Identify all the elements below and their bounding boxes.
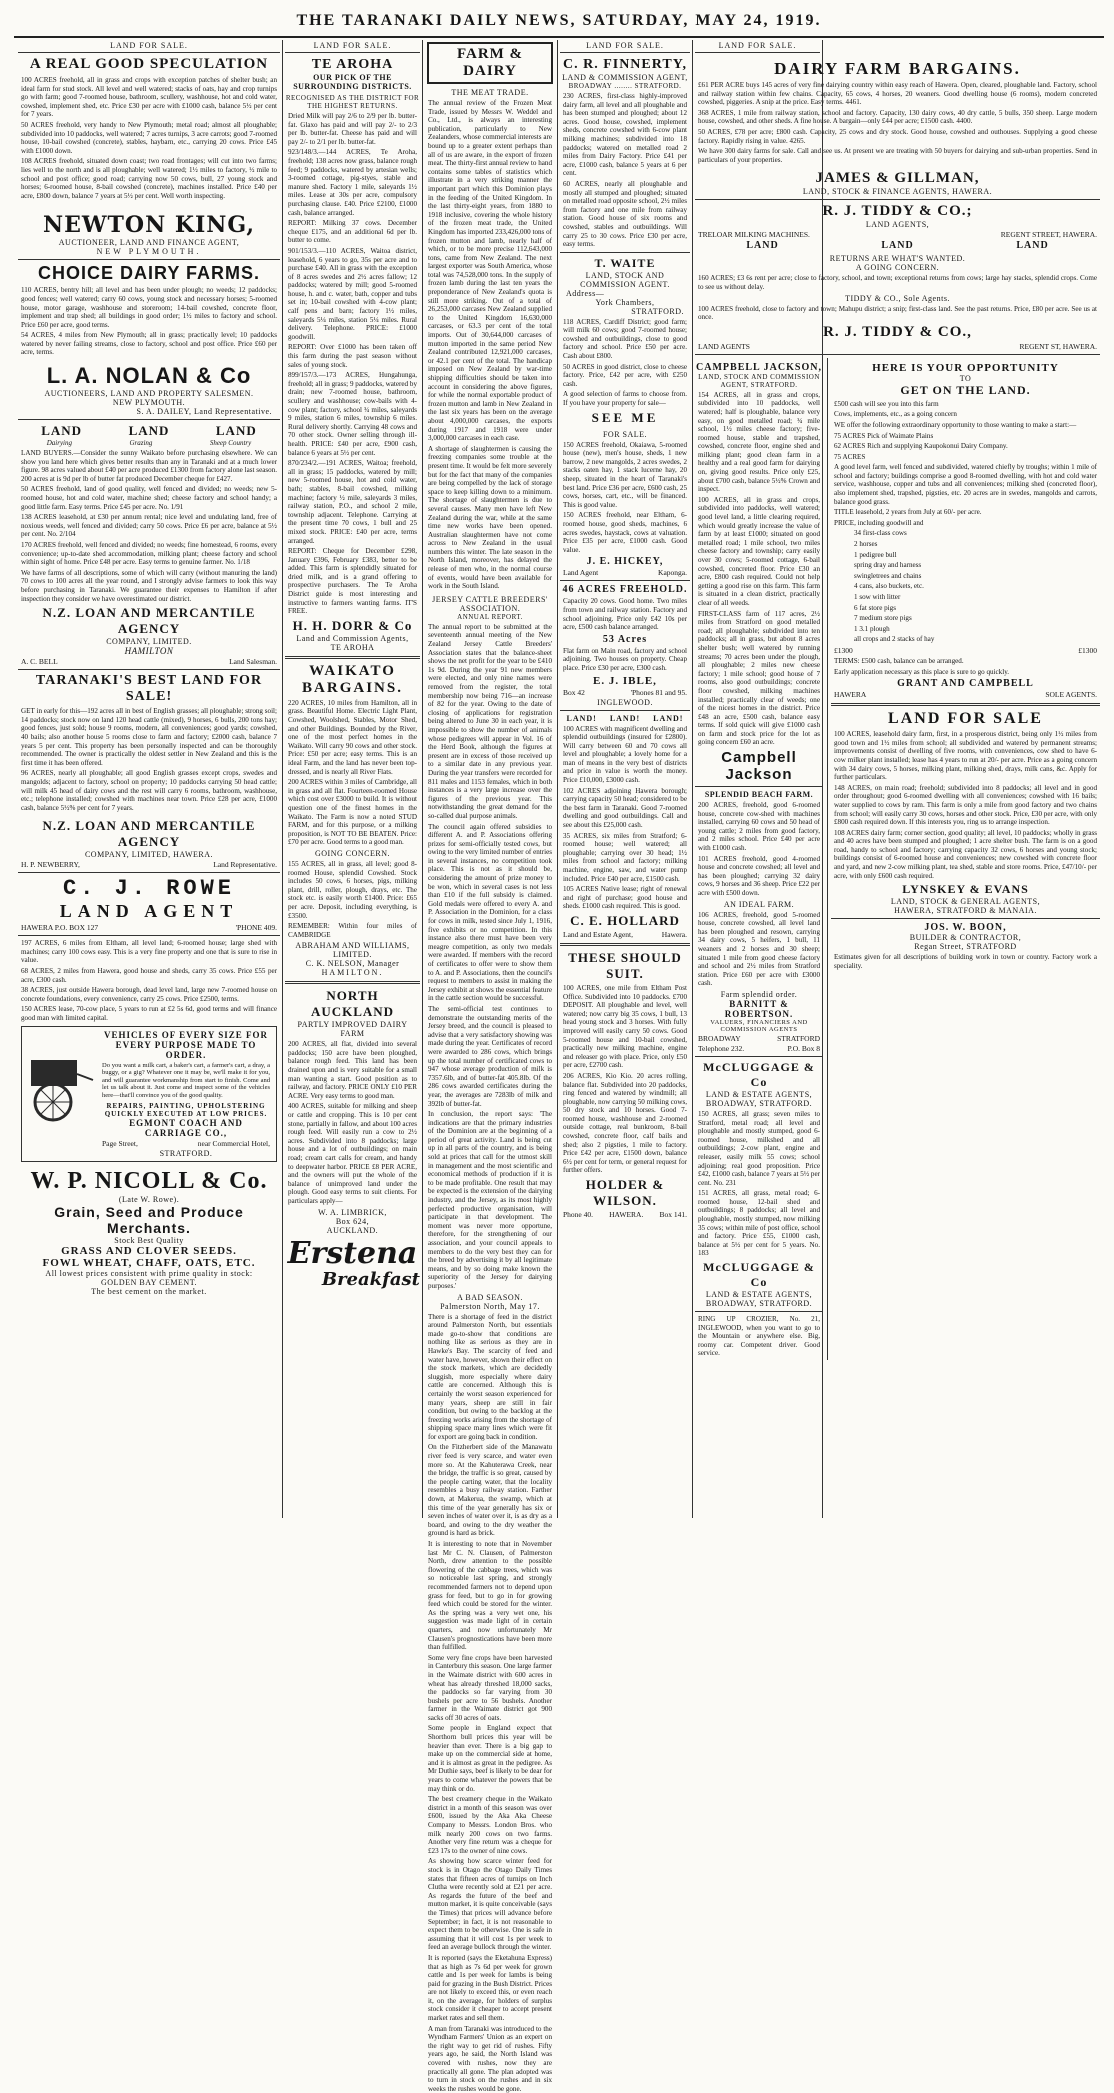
headline: A REAL GOOD SPECULATION — [29, 56, 269, 72]
ad-text: Dried Milk will pay 2/6 to 2/9 per lb. butter-fat. Glaxo has paid and will pay 2/- to 2/3 per lb. butter-fat. Cheese has paid and will pay 2/- to 2/1 per lb. butter-fat. — [288, 112, 417, 146]
agent-rep: A. C. BELL — [21, 657, 58, 667]
agent-town: TE AROHA — [330, 642, 375, 652]
article-subtitle: ANNUAL REPORT. — [457, 612, 523, 621]
agent-town: NEW PLYMOUTH. — [112, 398, 186, 408]
sole-agents: TIDDY & CO., Sole Agents. — [845, 293, 950, 303]
agent-town: BROADWAY ........ STRATFORD. — [568, 82, 682, 90]
sub-column-5a — [695, 358, 823, 1360]
agent-title: AUCTIONEERS, LAND AND PROPERTY SALESMEN. — [44, 389, 254, 399]
address: York Chambers, — [595, 297, 655, 307]
ad-text: 901/153/3.—110 ACRES, Waitoa district, leasehold, 6 years to go, 35s per acre and to purchase £40. All in grass with the exception of 8 acres swedes and 2½ acres fallow; 12 paddocks; watered by mill; good 5-roomed house, h. and c. water, bath, copper and tubs set in; 10-bail cowshed with 4-cow plant; calf pens and barn; factory 1½ miles, saleyards 5¼ miles, station 5¼ miles. Rural delivery. Telephone. PRICE: £1000 goodwill. — [288, 246, 417, 341]
headline: Grain, Seed and Produce Merchants. — [54, 1203, 244, 1236]
article-title: THE MEAT TRADE. — [451, 88, 529, 97]
ad-text: 101 ACRES freehold, good 4-roomed house and concrete cowshed; all level and has been ploughed; carrying 32 dairy cows, 9 horses and 36 sheep. Price £22 per acre with £500 down. — [698, 854, 820, 897]
headline: CHOICE DAIRY FARMS. — [37, 263, 261, 284]
ad-text: 60 ACRES, nearly all ploughable and mostly all stumped and ploughed; situated on metalled road opposite school, 2½ miles from factory and one mile from railway station. Good house of six rooms and cowshed, stables and outbuildings. Will carry 25 to 30 cows. Price £30 per acre, easy terms. — [563, 179, 687, 249]
ad-text: TITLE leasehold, 2 years from July at 60/- per acre. — [834, 508, 982, 517]
ad-text: REPORT: Cheque for December £298, January £396, February £383, better to be added. This farm is splendidly situated for dried milk, and is a grand offering to prospective purchasers. The Te Aroha District guide is most interesting and instructive to farmers wanting farms. IT'S FREE. — [288, 547, 417, 616]
ad-text: 118 ACRES, Cardiff District; good farm; will milk 60 cows; good 7-roomed house; cowshed and outbuildings, close to good factory and school. Price £50 per acre. Cash about £800. — [563, 317, 687, 361]
agent-name: GRANT AND CAMPBELL — [897, 678, 1034, 690]
agent-town: Kaponga. — [658, 568, 687, 578]
ad-text: We have farms of all descriptions, some of which will carry (without manuring the land) 70 cows to 100 acres all the year round, and I strongly advise farmers to look this way before purchasing in Taranaki. We guarantee their expenses to Hamilton if after inspection they consider we have overestimated our district. — [21, 568, 277, 603]
ad-text: A good selection of farms to choose from. If you have your property for sale— — [563, 390, 687, 408]
ad-text: 899/157/3.—173 ACRES, Hungahunga, freehold; all in grass; 9 paddocks, watered by drain; new 7-roomed house, bathroom, scullery and washhouse; cow-bails with 4-cow plant; factory, school ¾ miles, saleyards 9 miles, station 6 miles, township 6 miles. Rural delivery shortly. Carrying 48 cows and 70 other stock. Owner selling through ill-health. PRICE: £40 per acre, £900 cash, balance 6 years at 5½ per cent. — [288, 371, 417, 457]
subheadline: RECOGNISED AS THE DISTRICT FOR THE HIGHEST RETURNS. — [285, 94, 420, 110]
list-item: 1 pedigree bull — [854, 550, 897, 559]
agent-town: BROADWAY, STRATFORD. — [705, 1299, 813, 1309]
ad-text: 75 ACRES Pick of Waimate Plains — [834, 431, 934, 440]
subheadline: RETURNS ARE WHAT'S WANTED. — [829, 254, 966, 264]
headline: WAIKATO BARGAINS. — [302, 662, 403, 696]
ad-text: 100 ACRES, all in grass and crops, subdivided into paddocks, well watered; good level land, a little clearing required, which would greatly increase the value of farm by at least £1000; situated on good metalled road; 1 mile school, two miles cheese factory and township; carry easily over 30 cows; 5-roomed cottage, 6-bail cowshed, concreted floor. Price £30 an acre, £800 cash required. Could not help getting a good rise on this farm. This farm is situated in a clean district, practically clear of all weeds. — [698, 495, 820, 607]
agent-name: W. A. LIMBRICK, — [318, 1207, 387, 1217]
ad-text: 138 ACRES leasehold, at £30 per annum rental; nice level and undulating land, free of noxious weeds, well fenced and divided; carry 50 cows. Price £6 per acre, balance at 5½ per cent. No. 2/104 — [21, 513, 277, 539]
address: Regan Street, STRATFORD — [914, 942, 1017, 952]
ad-text: REPORT: Milking 37 cows. December cheque £175, and an additional 6d per lb. butter to come. — [288, 219, 417, 245]
article-text: Some very fine crops have been harvested in Canterbury this season. One large farmer in the Waimate district with 600 acres in wheat has already threshed 18,000 sacks, the paddocks so far varying from 30 bushels per acre to 56 bushels. Another farmer in the Waimate district got 900 sacks off 30 acres of oats. — [428, 1653, 552, 1722]
column-4 — [560, 40, 690, 1518]
ad-text: 110 ACRES, bentry hill; all level and has been under plough; no weeds; 12 paddocks; good fences; well watered; carry 60 cows, young stock and necessary horses; 5-roomed house, motor garage, washhouse and storeroom; 14-bail cowshed, concrete floor, implement and trap shed; all buildings in good order; 1½ miles to factory and school. Price £60 per acre, good terms. — [21, 286, 277, 329]
price: £1300 — [1078, 645, 1097, 655]
agent-rep-title: Land Salesman. — [229, 657, 277, 667]
phone-number: Telephone 232. — [698, 1043, 745, 1053]
headline: 53 Acres — [602, 633, 648, 645]
agent-title: LAND & ESTATE AGENTS, — [705, 1290, 813, 1300]
agent-name: R. J. TIDDY & CO.; — [822, 203, 973, 220]
ad-text: GOLDEN BAY CEMENT. — [100, 1277, 198, 1287]
ad-text: 150 ACRES freehold, near Eltham, 6-roomed house, good sheds, machines, 6 acres swedes, haystack, cows at valuation. Price £35 per acre, £1000 cash. Good value. — [563, 511, 687, 554]
phone-number: Phone 40. — [563, 1210, 593, 1220]
headline: SEE ME — [591, 409, 659, 425]
ad-text: Cows, implements, etc., as a going concern — [834, 410, 957, 419]
subheadline: SPLENDID BEACH FARM. — [704, 790, 814, 800]
ad-text: 106 ACRES, freehold, good 5-roomed house, concrete cowshed, all level land has been ploughed and resown, carrying 34 dairy cows, 5 heifers, 1 bull, 11 weaners and 2 horses and 30 sheep; situated 1 mile from good cheese factory and school and 2½ miles from Stratford station. Price £60 per acre with £3000 cash. — [698, 910, 820, 988]
ad-text: 150 ACRES lease, 70-cow place, 5 years to run at £2 5s 6d, good terms and will finance good man with limited capital. — [21, 1005, 277, 1023]
agent-name: J. E. HICKEY, — [586, 556, 664, 568]
ad-text: A good level farm, well fenced and subdivided, watered chiefly by troughs; within 1 mile of school and factory; buildings comprise a good 8-roomed dwelling, with hot and cold water service, washhouse, copper and tubs and all conveniences; milking shed (concreted floor), also implement shed, trapshed, pigsties, etc. 20 acres are in swedes, mangolds and carrots, balance good grass. — [834, 463, 1097, 506]
agent-rep: C. K. NELSON, Manager — [305, 959, 400, 969]
subheadline: A GOING CONCERN. — [855, 263, 940, 273]
column-3 — [425, 40, 555, 2093]
article-title: A BAD SEASON. — [457, 1292, 523, 1302]
agent-title: Land and Estate Agent, — [563, 929, 633, 939]
address: REGENT ST, HAWERA. — [1019, 341, 1097, 351]
ad-text: 50 ACRES freehold, very handy to New Plymouth; metal road; almost all ploughable; subdivided into 10 paddocks, well watered; 7 acres turnips, 3 acre carrots; good 7-roomed house, 10-bail cowshed (concrete), stables, haybarn, etc., carrying 20 cows. Price £45 with £1000 down. — [21, 120, 277, 155]
headline: GET ON THE LAND. — [900, 382, 1031, 397]
ad-text: 54 ACRES, 4 miles from New Plymouth; all in grass; practically level; 10 paddocks watered by never failing streams, close to factory, school and post office. Price £60 per acre, terms. — [21, 331, 277, 357]
ad-text: 100 ACRES freehold, close to factory and town; Mahupu district; a snip; first-class land. See the past returns. Price, £80 per acre. See us at once. — [698, 304, 1097, 322]
po-box: P.O. Box 8 — [787, 1043, 820, 1053]
ad-text: 75 ACRES — [834, 452, 866, 461]
agent-name: Campbell Jackson — [721, 749, 797, 784]
ad-text: Capacity 20 cows. Good home. Two miles from town and railway station. Factory and school adjoining. Price only £42 10s per acre, £500 cash balance arranged. — [563, 597, 687, 632]
headline: 46 ACRES FREEHOLD. — [562, 584, 688, 596]
agent-town: AUCKLAND. — [326, 1225, 379, 1235]
po-box: Box 141. — [659, 1210, 687, 1220]
ad-text: The best cement on the market. — [91, 1286, 207, 1296]
ad-text: FOWL WHEAT, CHAFF, OATS, ETC. — [42, 1256, 256, 1269]
ad-text: Do you want a milk cart, a baker's cart, a farmer's cart, a dray, a buggy, or a gig? Whatever one it may be, we'll make it for you, and will guarantee workmanship from start to finish. Come and let us talk about it. Just come and inspect some of the vehicles here—that'll convince you of the good quality. — [102, 1061, 270, 1099]
list-item: 1 sow with litter — [854, 593, 901, 601]
column-2 — [285, 40, 420, 1518]
land-heading: LAND! LAND! LAND! — [566, 713, 684, 723]
agent-name: W. P. NICOLL & Co. — [30, 1167, 268, 1194]
list-item: 4 cans, also buckets, etc. — [854, 582, 924, 591]
land-heading: LAND LAND LAND — [746, 240, 1049, 252]
po-box: Box 42 — [563, 687, 585, 697]
list-item: spring dray and harness — [854, 561, 922, 570]
agent-name: C. J. ROWE — [62, 876, 236, 902]
ad-text: 38 ACRES, just outside Hawera borough, dead level land, large new 7-roomed house on concrete foundations, every convenience, carry 25 cows. Price £2500, terms. — [21, 986, 277, 1003]
po-box: HAWERA P.O. BOX 127 — [21, 923, 99, 933]
agent-town: STRATFORD. — [159, 1148, 213, 1158]
agent-title: AUCTIONEER, LAND AND FINANCE AGENT, — [58, 238, 240, 248]
headline: NORTH AUCKLAND — [310, 988, 395, 1020]
headline: TARANAKI'S BEST LAND FOR SALE! — [35, 673, 263, 705]
agent-name: N.Z. LOAN AND MERCANTILE AGENCY — [42, 818, 256, 850]
agent-town: HAWERA, STRATFORD & MANAIA. — [894, 906, 1037, 916]
ad-text: Flat farm on Main road, factory and school adjoining. Two houses on property. Cheap place. Price £30 per acre, £300 cash. — [563, 646, 687, 672]
ad-text: 50 ACRES freehold, land of good quality, well fenced and divided; no weeds; new 5-roomed house, hot and cold water, machine shed; cheese factory and school handy; a good little farm. Easy terms. Price £45 per acre. No. 1/91 — [21, 485, 277, 511]
agent-town: INGLEWOOD. — [597, 697, 653, 707]
agent-title: LAND, STOCK AND COMMISSION AGENT, STRATFORD. — [698, 372, 820, 389]
article-text: It is reported (says the Eketahuna Express) that as high as 7s 6d per week for grown cattle and 1s per week for lambs is being paid for grazing in the Bush District. Prices are not likely to exceed this, or even reach it, on the average, for holders of surplus stock consider it cheaper to accept present market rates and sell them. — [428, 1953, 552, 2023]
agent-town: BROADWAY, STRATFORD. — [705, 1098, 813, 1108]
list-item: 6 fat store pigs — [854, 603, 896, 612]
subheadline: PARTLY IMPROVED DAIRY FARM — [297, 1020, 408, 1039]
sub-column-5b — [827, 358, 1100, 1360]
agent-town: HAMILTON — [124, 646, 174, 657]
subheadline: AN IDEAL FARM. — [723, 899, 795, 909]
ad-text: 62 ACRES Rich and supplying Kaupokonui Dairy Company. — [834, 442, 1008, 451]
agent-name: McCLUGGAGE & Co — [703, 1260, 815, 1290]
ad-text: 400 ACRES, suitable for milking and sheep or cattle and cropping. This is 10 per cent stone, partially in fallow, and about 100 acres rough feed. Will easily run a cow to 2½ acres. Subdivided into 8 paddocks; large house and a lot of outbuildings; on main road; cream cart calls for cream, and handy to deepwater harbor. PRICE £8 PER ACRE, and the owners will put the whole of the balance of unimproved land under the plough. Good easy terms to suit clients. For particulars apply— — [288, 1102, 417, 1205]
article-text: The council again offered subsidies to different A. and P. Associations offering prizes for semi-officially tested cows, but owing to the very limited number of entries in several instances, no competition took place. This is not as it should be, considering the amount of prize money to be won, which in several cases is not less than £10 if the full subsidy is claimed. Gold medals were offered to every A. and P. Association in the Dominion, for a class for cows in milk, tested since July 1, 1916, five exhibits or no competition. In this instance also there must have been very meagre competition, as only two medals were awarded. If members with the record of certificates to offer were to show them to A. and P. Associations, then the council's request to members to assist in making the Jersey exhibit at shows the essential feature in the cattle section would be successful. — [428, 822, 552, 1003]
headline: THESE SHOULD SUIT. — [568, 949, 682, 981]
ad-text: 100 ACRES freehold, all in grass and crops with exception patches of shelter bush; an ideal farm for stud stock. All level and well watered; stacks of oats, hay and crop turnips go with farm; good 7-roomed house, bathroom, scullery, washhouse, hot and cold water, cowshed, implement shed, etc. Price £30 per acre with £1000 cash, balance 5½ per cent for 7 years. — [21, 76, 277, 119]
agent-name: JOS. W. BOON, — [924, 922, 1007, 934]
article-text: The annual review of the Frozen Meat Trade, issued by Messrs W. Weddel and Co., Ltd., is always an interesting publication, particularly to New Zealanders, whose commercial interests are bound up to a greater extent perhaps than all of us are aware, in the export of frozen meat. The thirty-first annual review to hand contains some tables of statistics which illustrate in a very striking manner the important part which this Dominion plays in the feeding of the United Kingdom. In the last thirty-eight years, from 1880 to 1918 inclusive, covering the whole history of the frozen meat trade, the United Kingdom has imported 233,426,000 tons of frozen mutton and lamb, nearly half of which, or to be more precise 112,643,000 tons, came from New Zealand. The next largest exporter was South America, whose total was 74,528,000 tons. In the supply of frozen lamb during the last ten years the preponderance of New Zealand's quota is still more striking. Out of a total of 26,253,000 carcases New Zealand supplied to the United Kingdom 16,630,000 carcases, or 63.3 per cent of the total imports. Out of 30,644,000 carcases of mutton imported in the same period New Zealand contributed 12,921,000 carcases, or 42.1 per cent of the total. The handicap imposed on New Zealand by war-time shipping difficulties should be taken into account in considering the above figures, for while the normal exportable product of frozen mutton and lamb in New Zealand in the last six years has been on the average about 4,000,000 carcases, the exports during 1917 and 1918 were under 3,000,000 carcases in each case. — [428, 99, 552, 443]
agent-title: LAND, STOCK AND COMMISSION AGENT. — [580, 270, 670, 289]
ad-text: 230 ACRES, first-class highly-improved dairy farm, all level and all ploughable and has been stumped and ploughed; about 12 acres. Good house, cowshed, implement sheds, concrete cowshed with 6-cow plant milking machines; subdivided into 18 paddocks; watered on metalled road 2 miles from Dairy Factory. Price £41 per acre, £1000 cash, balance 5 years at 6 per cent. — [563, 92, 687, 178]
agent-name: NEWTON KING, — [42, 212, 256, 239]
ad-text: 35 ACRES, six miles from Stratford; 6-roomed house; well watered; all ploughable; carrying over 30 head; 1½ miles from school and factory; milking machine, engine, saw, and water pump included. Price £40 per acre, £1500 cash. — [563, 831, 687, 883]
agent-title: LAND, STOCK & GENERAL AGENTS, — [890, 897, 1041, 907]
ad-text: 923/148/3.—144 ACRES, Te Aroha, freehold; 138 acres now grass, balance rough feed; 9 paddocks, watered by artesian wells; 3-roomed cottage, pig-styes, stable and manure shed. Factory 1 mile, saleyards 1½ miles. Lease at 30s per acre, compulsory purchasing clause. £40. Price £2100, £1000 cash, balance arranged. — [288, 148, 417, 217]
agent-town: HAMILTON. — [321, 968, 384, 978]
agent-name: N.Z. LOAN AND MERCANTILE AGENCY — [42, 605, 256, 637]
ad-text: 150 ACRES freehold, Okaiawa, 5-roomed house (new), men's house, sheds, 1 new barrow, 2 new mangolds, 2 acres swedes, 2 stacks oaten hay, 1 stack lucerne hay, 20 sheep, situated in the heart of Taranaki's best land. Price £36 per acre, £600 cash, 25 cows, horses, cart, etc., will be financed. This is good value. — [563, 440, 687, 509]
ad-text: GET in early for this—192 acres all in best of English grasses; all ploughable; strong soil; 14 paddocks; stock now on land 120 head cattle (mixed), 9 horses, 6 bulls, 200 tons hay; good fences, just sold; house 9 rooms, modern, all conveniences; good yards; cowshed, 40 bails; also another house 5 rooms close to farm and factory; £2000 cash, balance 7 years 5 per cent. This property has been personally inspected and can be thoroughly recommended. The owner is practically the oldest settler in New Zealand and this is the first time it has been offered. — [21, 707, 277, 767]
ad-text: 155 ACRES, all in grass, all level; good 8-roomed House, splendid Cowshed. Stock includes 50 cows, 6 horses, pigs, milking plant, drill, roller, plough, drays, etc. The stock etc. is easily worth £1400. Price: £65 per acre. Deposit, including everything, is £3500. — [288, 859, 417, 920]
agent-name: CAMPBELL JACKSON, — [696, 361, 822, 373]
agent-name: L. A. NOLAN & Co — [46, 363, 252, 389]
agent-title: LAND, STOCK & FINANCE AGENTS, HAWERA. — [802, 187, 993, 197]
agent-title: Land and Commission Agents, — [296, 633, 409, 643]
ad-text: £500 cash will see you into this farm — [834, 399, 939, 408]
ad-text: TERMS: £500 cash, balance can be arranged. — [834, 656, 964, 665]
ad-text: 100 ACRES, one mile from Eltham Post Office. Subdivided into 10 paddocks. £700 DEPOSIT. All ploughable and level, well watered; now carry big 35 cows, 1 bull, 13 head young stock and 3 horses. With fully improved will easily carry 50 cows. Good 5-roomed house and 10-bail cowshed, practically new milking machine, engine and releaser go with place. Price, only £50 per acre, £2700 cash. — [563, 983, 687, 1070]
ad-text: 170 ACRES freehold, well fenced and divided; no weeds; fine homestead, 6 rooms, every convenience; up-to-date shed accommodation, milking plant; cheese factory and school within sight of home. Price £48 per acre. Easy terms to genuine farmer. No. 1/18 — [21, 541, 277, 567]
ad-text: REPORT: Over £1000 has been taken off this farm during the past season without sales of young stock. — [288, 343, 417, 369]
column-header: LAND FOR SALE. — [695, 40, 820, 53]
cart-illustration — [25, 1030, 95, 1158]
article-text: The best creamery cheque in the Waikato district in a month of this season was over £600, issued by the Aka Aka Cheese Company to Messrs. London Bros. who milk nearly 200 cows on two farms. Another very fine return was a cheque for £23 17s to the owner of nine cows. — [428, 1795, 552, 1855]
article-text: In conclusion, the report says: 'The indications are that the primary industries of the Dominion are at the beginning of a period of great activity. Land is being cut up in all parts of the country, and is being sold at prices that call for the utmost skill in management and the most scientific and economical methods of production if it is to be made profitable. One result that may be expected is the extension of the dairying industry, and the Jersey, as its most highly perfected productive organisation, will participate in that development. The moment was never more opportune, therefore, for the strengthening of our association, and your council appeals to members to do the very best they can for the breed by advertising it by all legitimate means, and by so doing make known the superiority of the Jersey for dairying purposes.' — [428, 1110, 552, 1290]
ad-text: 154 ACRES, all in grass and crops, subdivided into 10 paddocks, well watered; half is ploughable, balance very easy, on good metalled road; ¾ mile school, 1½ miles cheese factory; five-roomed house, stable and trapshed, cowshed, concrete floor, engine shed and milking plant; good clean farm in a healthy and a real good farm for dairying on, giving good results. Price only £25, about £700 cash, balance 5½% Crown and inspect. — [698, 390, 820, 494]
agent-rep: S. A. DAILEY, Land Representative. — [136, 407, 272, 417]
article-dateline: Palmerston North, May 17. — [440, 1301, 540, 1311]
ad-text: RING UP CROZIER, No. 21, INGLEWOOD, when you want to go to the Mountain or anywhere else. Big, roomy car. Competent driver. Good service. — [698, 1315, 820, 1358]
po-box: Box 624, — [335, 1216, 370, 1226]
agent-title: Land Agent — [563, 568, 599, 578]
ad-text: 200 ACRES, all flat, divided into several paddocks; 150 acre have been ploughed, balance rough feed. This land has been drained upon and is very suitable for a small man wanting a start. Good position as to railway, and factory. PRICE ONLY £10 PER ACRE. Very easy terms to good man. — [288, 1040, 417, 1100]
ad-text: 220 ACRES, 10 miles from Hamilton, all in grass. Beautiful Home. Electric Light Plant, Cowshed, Woolshed, Stables, Motor Shed, and other Buildings. Bounded by the River, one of the most perfect homes in the Waikato. Will carry 90 cows and other stock. Price: £50 per acre; easy terms. This is an ideal Farm, and the land has never been top-dressed, and is nearly all River Flats. — [288, 698, 417, 776]
agent-rep: H. P. NEWBERRY, — [21, 860, 80, 870]
ad-text: 100 ACRES, leasehold dairy farm, first, in a prosperous district, being only 1½ miles from good town and 1½ miles from school; all subdivided and watered by permanent streams; improvements consist of dwelling of five rooms, with conveniences, cow shed to have 6-cow milker plant installed; lease has 4 years to run at 20/- per acre. Price as a going concern with 34 dairy cows, 5 horses, milking plant, milking shed, drays, milk cans, &c. Apply for further particulars. — [834, 730, 1097, 782]
agent-rep-title: Land Representative. — [213, 860, 277, 870]
masthead — [14, 6, 1104, 38]
column-1 — [18, 40, 280, 1518]
agent-title: COMPANY, LIMITED. — [106, 637, 192, 647]
agent-town: HAWERA — [834, 690, 867, 700]
ad-text: 108 ACRES dairy farm; corner section, good quality; all level, 10 paddocks; wholly in grass and 40 acres have been stumped and ploughed; 1 acre shelter bush. The farm is on a good road, handy to school and factory; carrying capacity 32 cows, 6 horses and young stock; buildings consist of 6-roomed house and conveniences; new cowshed with concrete floor and yard, and new 2-cow milking plant, tea shed, stable and store rooms. Price, £47/10/- per acre, with only £600 cash required. — [834, 828, 1097, 880]
agent-title: LAND AGENT — [59, 901, 239, 922]
agent-town: STRATFORD — [777, 1033, 820, 1043]
ad-text: 151 ACRES, all grass, metal road; 6-roomed house, 12-bail shed and outbuildings; 8 paddocks; all level and ploughable, mostly stumped, now milking 35 cows; within mile of post office, school and factory. Price £55, £1000 cash, balance at 5½ per cent for 5 years. No. 183 — [698, 1189, 820, 1258]
ad-text: All lowest prices consistent with prime quality in stock: — [45, 1268, 253, 1278]
ad-text: 100 ACRES with magnificent dwelling and splendid outbuildings (insured for £2800). Will carry between 60 and 70 cows all level and ploughable; a lovely home for a man of means in the very best of districts and price in value is worth the money. Price £10,000, £3000 cash. — [563, 724, 687, 785]
ad-text: 50 ACRES in good district, close to cheese factory. Price, £42 per acre, with £250 cash. — [563, 362, 687, 388]
land-heading: LAND LAND LAND — [41, 423, 257, 439]
list-item: swingletrees and chains — [854, 571, 922, 580]
column-header: LAND FOR SALE. — [285, 40, 420, 53]
agent-name: T. WAITE — [594, 255, 656, 270]
agent-name: EGMONT COACH AND CARRIAGE CO., — [129, 1117, 243, 1138]
agent-name: JAMES & GILLMAN, — [815, 170, 980, 187]
article-text: Some people in England expect that Shorthorn bull prices this year will be heavier than ever. There is a big gap to make up on the commercial side at home, and it is almost as great in the pedigree. As Mr Duthie says, beef is likely to be dear for years to come whatever the powers that be may think or do. — [428, 1724, 552, 1793]
phone-number: 'Phones 81 and 95. — [630, 687, 687, 697]
ad-text: 102 ACRES adjoining Hawera borough; carrying capacity 50 head; considered to be the best farm in Taranaki. Good 7-roomed dwelling and good outbuildings. Call and see about this £25,000 cash. — [563, 786, 687, 830]
article-text: There is a shortage of feed in the district around Palmerston North, but essentials made go-to-show that conditions are nothing like as serious as they are in Hawke's Bay. The scarcity of feed and water have, however, shown their effect on the stock markets, which are decidedly sluggish, more especially where dairy cattle are concerned. Although this is certainly the worst season experienced for many years, sheep are still in fair condition, but owing to the backlog at the freezing works arising from the shortage of shipping space many lines which were fit for export are going back in condition. — [428, 1312, 552, 1441]
article-text: A shortage of slaughtermen is causing the freezing companies some trouble at the present time. It would be felt more severely but for the fact that many of the companies are being compelled by the lack of storage space to keep killing down to a minimum. The shortage of slaughtermen is due to several causes. Many men have left New Zealand during the war, while at the same time new works have been opened. Australian slaughtermen have not come across to New Zealand in the usual numbers this winter. The late season in the North Island, moreover, has delayed the release of men who, in the normal course of events, would have been available for work in the South Island. — [428, 444, 552, 591]
phone-number: 'PHONE 409. — [235, 923, 277, 933]
headline: TE AROHA — [311, 57, 394, 72]
ad-text: 870/234/2.—191 ACRES, Waitoa; freehold, all in grass; 15 paddocks, watered by mill; new 5-roomed house, hot and cold water, bath; stables, 8-bail cowshed, milking machine; factory ½ mile, saleyards 3 miles, railway station, P.O., and school 2 mile, township adjacent. Telephone. Carrying at the present time 70 cows, 1 bull and 25 mixed stock. PRICE: £40 per acre, terms arranged. — [288, 459, 417, 545]
ad-text: PRICE, including goodwill and — [834, 518, 924, 527]
ad-text: 50 ACRES, £78 per acre; £800 cash. Capacity, 25 cows and dry stock. Good house, cowshed and outhouses. Supplying a good cheese factory. Rapidly rising in value. 4265. — [698, 127, 1097, 145]
list-item: 34 first-class cows — [854, 529, 907, 538]
agent-town: Hawera. — [661, 929, 687, 939]
ad-text: 200 ACRES within 3 miles of Cambridge, all in grass and all flat. Fourteen-roomed House which cost over £3000 to build. It is without question one of the finest homes in the Waikato. The Farm is now a noted STUD FARM, and for this purpose, or a milking proposition, is NOT TO BE BEATEN. Price: £70 per acre. Good terms to a good man. — [288, 778, 417, 847]
ad-text: 160 ACRES; £3 6s rent per acre; close to factory, school, and town; exceptional returns from cows; large hay stacks, splendid crops. Come to see us without delay. — [698, 274, 1097, 291]
agent-title: BUILDER & CONTRACTOR, — [909, 933, 1022, 943]
price: £1300 — [834, 645, 853, 655]
agent-name: H. H. DORR & Co — [292, 617, 413, 633]
agent-title: LAND AGENTS, — [865, 220, 930, 230]
vehicle-ad — [21, 1026, 277, 1162]
land-subheading: Dairying Grazing Sheep Country — [46, 439, 252, 448]
ad-text: 105 ACRES Native lease; right of renewal and right of purchase; good house and sheds. £1000 cash required. This is good. — [563, 885, 687, 911]
stock-list — [831, 529, 1100, 644]
ad-text: REMEMBER: Within four miles of CAMBRIDGE — [288, 922, 417, 939]
ad-text: REPAIRS, PAINTING, UPHOLSTERING QUICKLY EXECUTED AT LOW PRICES. — [104, 1101, 268, 1118]
headline: DAIRY FARM BARGAINS. — [774, 59, 1021, 78]
article-text: The semi-official test continues to demonstrate the outstanding merits of the Jersey breed, and the council is pleased to advise that a very satisfactory showing was made during the year. Certificates of record were awarded to 286 cows, which brings up the total number of certificated cows to 947 whose average production of milk is 7357.6lb, and of butter-fat 405.8lb. Of the 286 cows awarded certificates during the year, the averages are 7283lb of milk and 392lb of butter-fat. — [428, 1004, 552, 1108]
column-header: LAND FOR SALE. — [18, 40, 280, 53]
ad-text: GRASS AND CLOVER SEEDS. — [61, 1244, 237, 1257]
ad-text: £61 PER ACRE buys 145 acres of very fine dairying country within easy reach of Hawera. Open, cleared, ploughable land. Factory, school and railway station within few chains. Capacity, 65 cows, 4 horses, 20 weaners. Good dwelling house (6 rooms), modern concreted cowshed, piggeries. A snip at the price. Easy terms. 4461. — [698, 81, 1097, 107]
ad-text: 108 ACRES freehold, situated down coast; two road frontages; will cut into two farms; lies well to the north and is all ploughable; well watered; 1½ miles to factory, ½ mile to school and post office; good road; carrying now 50 cows, bull, 27 young stock and horses; 6-roomed house, 8-bail cowshed (concrete), machines installed. Price £40 per acre, £800 down, balance 7 years at 5½ per cent. Well worth inspecting. — [21, 157, 277, 200]
masthead-title: THE TARANAKI DAILY NEWS, SATURDAY, MAY 24, 1919. — [296, 12, 822, 29]
list-item: 1 3.1 plough — [854, 624, 890, 633]
headline: TO — [959, 373, 972, 383]
agent-title: COMPANY, LIMITED, HAWERA. — [84, 850, 214, 860]
address: BROADWAY — [698, 1033, 741, 1043]
list-item: all crops and 2 stacks of hay — [854, 635, 935, 644]
ad-text: 150 ACRES, all grass; seven miles to Stratford, metal road; all level and ploughable and mostly stumped, good 6-roomed house, milkshed and all outbuildings; 2-cow plant, engine and releaser, easily milk 55 cows; school adjoining; real good proposition. Price £42, £1000 cash, balance 7 years at 5½ per cent. No. 231 — [698, 1109, 820, 1187]
agent-name: ABRAHAM AND WILLIAMS, LIMITED. — [295, 941, 410, 960]
ad-text: 206 ACRES, Kio Kio. 20 acres rolling, balance flat. Subdivided into 20 paddocks, ring fenced and watered by windmill; all ploughable, now carrying 50 milking cows, 50 dry stock and 10 horses. Good 7-roomed house, washhouse and 2-roomed outside cottage, real bunkroom, 8-bail cowshed, concrete floor, calf bails and shed; also 2 pigsties, 1 mile to factory. Price £42 per acre, £1500 down, balance 6½ per cent for term, or general request for further offers. — [563, 1071, 687, 1175]
agent-town: STRATFORD. — [631, 306, 684, 316]
agent-name: HOLDER & WILSON. — [585, 1177, 665, 1209]
agent-name: LYNSKEY & EVANS — [902, 882, 1029, 897]
agent-title: SOLE AGENTS. — [1045, 690, 1097, 700]
address: near Commercial Hotel, — [197, 1138, 270, 1148]
agent-name: E. J. IBLE, — [593, 674, 657, 687]
address: Page Street, — [102, 1138, 138, 1148]
subheadline: OUR PICK OF THE SURROUNDING DISTRICTS. — [293, 73, 412, 91]
ad-text: 197 ACRES, 6 miles from Eltham, all level land; 6-roomed house; large shed with machines; carry 100 cows easy. This is a very fine property and one that is sure to rise in value. — [21, 939, 277, 965]
ad-text: 200 ACRES, freehold, good 6-roomed house, concrete cow-shed with machines installed, carrying 60 cows and 50 head of young cattle; 2 miles from good factory, and 2 miles school. Price £40 per acre with £1000 cash. — [698, 801, 820, 853]
agent-name: BARNITT & ROBERTSON. — [724, 998, 794, 1019]
ad-text: Estimates given for all descriptions of building work in town or country. Factory work a speciality. — [834, 953, 1097, 970]
ad-text: FIRST-CLASS farm of 117 acres, 2½ miles from Stratford on good metalled road; all ploughable; subdivided into ten paddocks; all in grass, but about 8 acres shelter bush; well watered by running streams; 70 acres been under the plough, all ploughable; 2 miles new cheese factory; 1 mile school; good house of 7 rooms, also good outbuildings; concrete floor cowshed, milking machines installed; practically clear of weeds; one of the nicest homes in the district. Price £48 an acre, £500 cash, balance easy terms. If sold quick will give £1000 cash on farm and stock price for the lot as going concern £60 an acre. — [698, 609, 820, 747]
ad-text: Stock Best Quality — [114, 1235, 184, 1245]
ad-text: WE offer the following extraordinary opportunity to those wanting to make a start:— — [834, 420, 1077, 429]
ad-text: Farm splendid order. — [720, 989, 798, 999]
address: REGENT STREET, HAWERA. — [1000, 230, 1097, 240]
agent-title: LAND AGENTS — [698, 341, 750, 351]
ad-text: 148 ACRES, on main road; freehold; subdivided into 8 paddocks; all level and in good order throughout; good 6-roomed dwelling with all conveniences; cowshed with 16 bails; water supplied to cows by ram. This farm is only a mile from good factory and two chains from school; will easily carry 30 cows, horses and other stock. Price, £30 per acre, with only £800 cash required down. If this interests you, ring us to arrange inspection. — [834, 783, 1097, 827]
ad-text: 68 ACRES, 2 miles from Hawera, good house and sheds, carry 35 cows. Price £55 per acre, £300 cash. — [21, 967, 277, 984]
article-text: It is interesting to note that in November last Mr C. N. Clausen, of Palmerston North, drew attention to the possible flowering of the cabbage trees, which was so noticeable last spring, and strongly recommended farmers not to depend upon grass for feed, but to go in for growing feed which could be stored for the winter. As the spring was a very wet one, his suggestion was made light of in certain quarters, and now unfortunately Mr Clausen's prognostications have been more than fulfilled. — [428, 1540, 552, 1652]
subheadline: GOING CONCERN. — [315, 848, 390, 858]
agent-title: VALUERS, FINANCIERS AND COMMISSION AGENTS — [710, 1018, 808, 1033]
agent-title: LAND & COMMISSION AGENT, — [562, 73, 688, 82]
article-title: JERSEY CATTLE BREEDERS' ASSOCIATION. — [432, 594, 548, 613]
article-text: A man from Taranaki was introduced to the Wyndham Farmers' Union as an expert on the right way to get rid of rushes. Fifty years ago, he said, the North Island was covered with rushes, now they are practically all gone. The plan adopted was to turn in stock on the rushes and in six weeks the rushes would be gone. — [428, 2024, 552, 2093]
agent-name: R. J. TIDDY & CO., — [823, 323, 972, 340]
ad-text: LAND BUYERS.—Consider the sunny Waikato before purchasing elsewhere. We can show you land here which gives better results than any in Taranaki and at a much lower figure. 98 acres valued about £40 per acre produced £1300 from factory alone last season. 200 acres at is 9d per lb of butter fat produced December cheque for £427. — [21, 449, 277, 483]
ad-text: We have 300 dairy farms for sale. Call and see us. At present we are treating with 50 buyers for dairying and sub-urban properties. Send in particulars of your properties. — [698, 147, 1097, 164]
list-item: 2 horses — [854, 540, 878, 549]
article-text: The annual report to be submitted at the seventeenth annual meeting of the New Zealand Jersey Cattle Breeders' Association states that the balance-sheet shows the net profit for the year to be £410 1s 9d. During the year 91 new members were elected, and only nine names were removed from the register, the total membership now being 716—an increase of 82 for the year. Owing to the date of closing of applications for registration being altered to June 30 in each year, it is impossible to show the number of animals whose pedigrees will appear in Vol. 16 of the Herd Book, although the figures at present are in excess of those received up to a similar date in any previous year. During the year transfers were recorded for 811 males and 1153 females, which in both instances is a very large increase over the figures of the previous year. This notwithstanding the great demand for the so-called dual purpose animals. — [428, 622, 552, 820]
subheadline: FOR SALE. — [602, 429, 648, 439]
product-line: TRELOAR MILKING MACHINES. — [698, 230, 810, 240]
brand-logo: Breakfast — [321, 1268, 420, 1290]
column-5 — [695, 40, 1100, 1518]
headline: HERE IS YOUR OPPORTUNITY — [872, 361, 1059, 374]
ad-text: 96 ACRES, nearly all ploughable; all good English grasses except crops, swedes and mangolds; adjacent to factory, school on property; 10 paddocks carrying 50 head cattle; will milk 45 head of dairy cows and the rest will carry 6 rooms, bathroom, washhouse, etc.; telephone installed; cowshed with machines near town. Price £28 per acre, £1000 cash, balance 5½% per cent for 7 years. — [21, 769, 277, 812]
brand-logo: Erstena — [287, 1235, 418, 1271]
headline: VEHICLES OF EVERY SIZE FOR EVERY PURPOSE MADE TO ORDER. — [103, 1029, 269, 1060]
agent-title: LAND & ESTATE AGENTS, — [705, 1089, 813, 1099]
article-text: On the Fitzherbert side of the Manawatu river feed is very scarce, and water even more so. At the Kahuterawa Creek, near the bridge, the traffic is so great, caused by the people carting water, that the locality resembles a busy railway station. Farther down, at Makerua, the swamp, which at this time of the year generally has six or seven inches of water over it, is as dry as a board, and owing to the dry weather the ground is hard as brick. — [428, 1443, 552, 1538]
column-header: LAND FOR SALE. — [560, 40, 690, 53]
section-title: FARM & DAIRY — [427, 42, 553, 84]
agent-name: McCLUGGAGE & Co — [703, 1059, 815, 1089]
agent-town: NEW PLYMOUTH. — [96, 247, 202, 257]
ad-text: Early application necessary as this place is sure to go quickly. — [834, 667, 1010, 676]
list-item: 7 medium store pigs — [854, 614, 912, 623]
agent-name: C. R. FINNERTY, — [562, 57, 688, 72]
agent-title: (Late W. Rowe). — [118, 1194, 180, 1204]
article-text: As showing how scarce winter feed for stock is in Otago the Otago Daily Times states that fifteen acres of turnips on Inch Clutha were recently sold at £21 per acre. As regards the future of the beef and mutton market, it is quite conceivable (says the Times) that prices will advance before September; in fact, it is not reasonable to expect them to be otherwise. One is safe in assuming that it will cost 1s per week to feed an average bullock through the winter. — [428, 1857, 552, 1952]
ad-text: 368 ACRES, 1 mile from railway station, school and factory. Capacity, 130 dairy cows, 40 dry cattle, 5 bulls, 350 sheep. Large modern house, cowshed, and other sheds. A fine house. A bargain—only £44 per acre; £1500 cash. 4400. — [698, 108, 1097, 126]
headline: LAND FOR SALE — [888, 710, 1043, 728]
agent-town: HAWERA. — [609, 1210, 644, 1220]
agent-name: C. E. HOLLARD — [570, 912, 680, 928]
address-label: Address— — [566, 288, 605, 298]
